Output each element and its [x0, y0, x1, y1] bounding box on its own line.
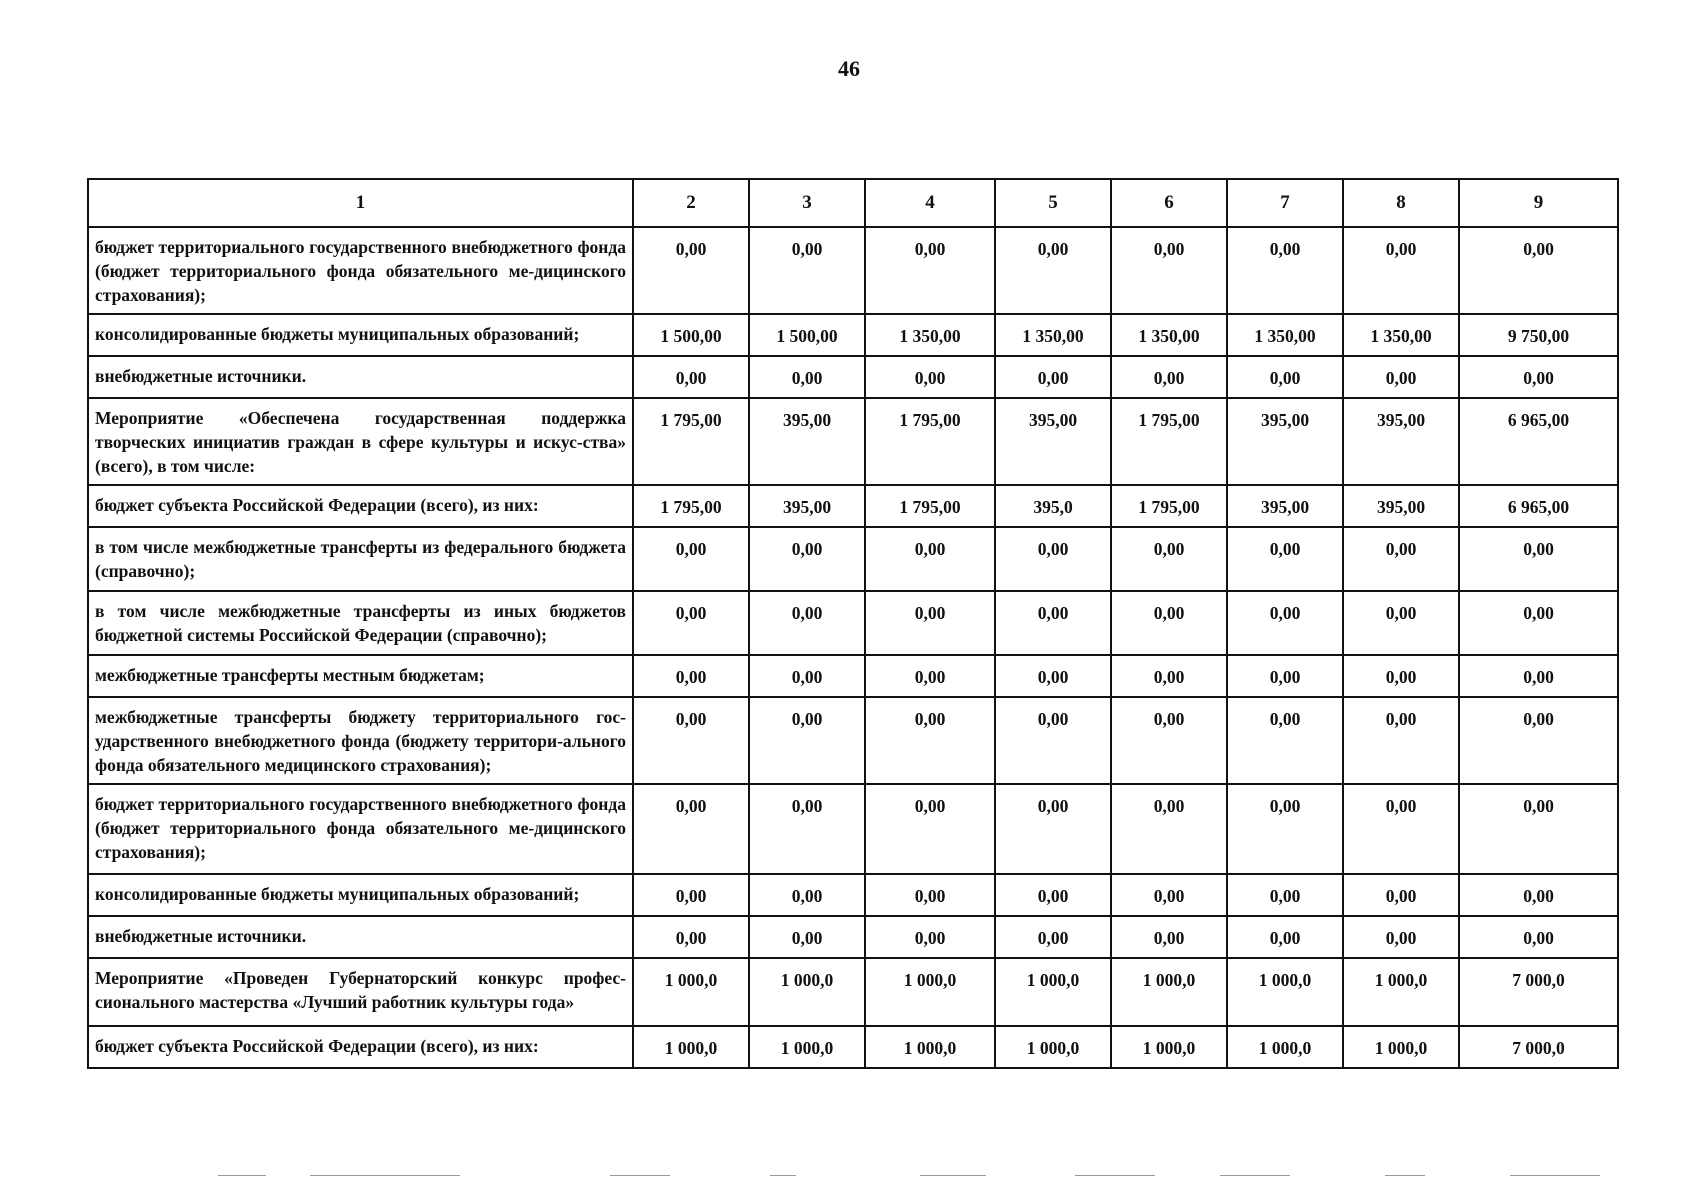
value-cell: 0,00	[865, 784, 995, 874]
row-label: консолидированные бюджеты муниципальных образований;	[88, 314, 633, 356]
value-cell: 0,00	[995, 227, 1111, 314]
header-row	[88, 179, 1618, 227]
value-cell: 395,00	[1343, 485, 1459, 527]
table-row	[88, 784, 1618, 874]
value-cell: 7 000,0	[1459, 1026, 1618, 1068]
value-cell: 0,00	[1459, 916, 1618, 958]
value-cell: 0,00	[1227, 527, 1343, 591]
value-cell: 395,00	[1227, 398, 1343, 485]
value-cell: 0,00	[1227, 227, 1343, 314]
value-cell: 0,00	[1111, 784, 1227, 874]
row-label: бюджет территориального государственного внебюджетного фонда (бюджет территориального фонда обязательного ме-дицинского страхования);	[88, 227, 633, 314]
value-cell: 0,00	[995, 655, 1111, 697]
value-cell: 0,00	[749, 227, 865, 314]
value-cell: 0,00	[749, 356, 865, 398]
value-cell: 0,00	[1111, 874, 1227, 916]
value-cell: 0,00	[995, 527, 1111, 591]
value-cell: 0,00	[1111, 916, 1227, 958]
column-header: 8	[1343, 179, 1459, 227]
value-cell: 0,00	[1459, 655, 1618, 697]
value-cell: 6 965,00	[1459, 485, 1618, 527]
value-cell: 0,00	[865, 874, 995, 916]
row-label: в том числе межбюджетные трансферты из иных бюджетов бюджетной системы Российской Федерации (справочно);	[88, 591, 633, 655]
value-cell: 0,00	[633, 697, 749, 784]
row-label: Мероприятие «Обеспечена государственная поддержка творческих инициатив граждан в сфере культуры и искус-ства» (всего), в том числе:	[88, 398, 633, 485]
value-cell: 0,00	[633, 227, 749, 314]
column-header: 6	[1111, 179, 1227, 227]
value-cell: 395,00	[1227, 485, 1343, 527]
value-cell: 0,00	[1343, 916, 1459, 958]
row-label: бюджет субъекта Российской Федерации (всего), из них:	[88, 485, 633, 527]
value-cell: 0,00	[995, 697, 1111, 784]
value-cell: 395,00	[1343, 398, 1459, 485]
value-cell: 0,00	[865, 655, 995, 697]
value-cell: 0,00	[749, 916, 865, 958]
value-cell: 1 000,0	[865, 1026, 995, 1068]
value-cell: 0,00	[749, 697, 865, 784]
value-cell: 0,00	[749, 527, 865, 591]
value-cell: 1 795,00	[1111, 398, 1227, 485]
value-cell: 0,00	[633, 655, 749, 697]
column-header: 5	[995, 179, 1111, 227]
value-cell: 0,00	[995, 591, 1111, 655]
value-cell: 0,00	[1227, 655, 1343, 697]
value-cell: 1 000,0	[1111, 1026, 1227, 1068]
value-cell: 1 795,00	[633, 485, 749, 527]
value-cell: 1 000,0	[749, 1026, 865, 1068]
value-cell: 1 000,0	[1227, 1026, 1343, 1068]
column-header: 2	[633, 179, 749, 227]
value-cell: 0,00	[1343, 784, 1459, 874]
value-cell: 1 000,0	[995, 1026, 1111, 1068]
table-row	[88, 874, 1618, 916]
budget-table	[87, 178, 1619, 1069]
row-label: бюджет территориального государственного внебюджетного фонда (бюджет территориального фонда обязательного ме-дицинского страхования);	[88, 784, 633, 874]
table-body	[88, 227, 1618, 1068]
value-cell: 395,00	[749, 398, 865, 485]
value-cell: 1 000,0	[995, 958, 1111, 1026]
value-cell: 0,00	[1111, 591, 1227, 655]
value-cell: 0,00	[865, 527, 995, 591]
table-row	[88, 398, 1618, 485]
row-label: внебюджетные источники.	[88, 916, 633, 958]
value-cell: 0,00	[1459, 591, 1618, 655]
table-row	[88, 958, 1618, 1026]
column-header: 7	[1227, 179, 1343, 227]
value-cell: 1 500,00	[749, 314, 865, 356]
row-label: в том числе межбюджетные трансферты из федерального бюджета (справочно);	[88, 527, 633, 591]
value-cell: 0,00	[749, 784, 865, 874]
value-cell: 1 000,0	[1227, 958, 1343, 1026]
column-header: 9	[1459, 179, 1618, 227]
value-cell: 0,00	[633, 916, 749, 958]
table-row	[88, 527, 1618, 591]
row-label: бюджет субъекта Российской Федерации (всего), из них:	[88, 1026, 633, 1068]
row-label: межбюджетные трансферты бюджету территориального гос-ударственного внебюджетного фонда (бюджету территори-ального фонда обязательного медицинского страхования);	[88, 697, 633, 784]
value-cell: 1 000,0	[1111, 958, 1227, 1026]
value-cell: 1 795,00	[865, 485, 995, 527]
column-header: 1	[88, 179, 633, 227]
value-cell: 0,00	[1343, 527, 1459, 591]
value-cell: 0,00	[865, 591, 995, 655]
value-cell: 395,0	[995, 485, 1111, 527]
value-cell: 395,00	[995, 398, 1111, 485]
table-row	[88, 655, 1618, 697]
value-cell: 1 000,0	[633, 1026, 749, 1068]
value-cell: 0,00	[865, 227, 995, 314]
value-cell: 0,00	[1343, 591, 1459, 655]
value-cell: 0,00	[1227, 591, 1343, 655]
value-cell: 0,00	[995, 784, 1111, 874]
value-cell: 1 000,0	[1343, 1026, 1459, 1068]
value-cell: 0,00	[1111, 227, 1227, 314]
table-row	[88, 697, 1618, 784]
value-cell: 0,00	[1227, 697, 1343, 784]
value-cell: 0,00	[995, 916, 1111, 958]
value-cell: 7 000,0	[1459, 958, 1618, 1026]
value-cell: 0,00	[749, 591, 865, 655]
table-row	[88, 1026, 1618, 1068]
value-cell: 0,00	[865, 356, 995, 398]
value-cell: 1 000,0	[633, 958, 749, 1026]
value-cell: 0,00	[1459, 527, 1618, 591]
column-header: 3	[749, 179, 865, 227]
value-cell: 0,00	[633, 527, 749, 591]
value-cell: 0,00	[995, 356, 1111, 398]
value-cell: 0,00	[1459, 227, 1618, 314]
row-label: внебюджетные источники.	[88, 356, 633, 398]
value-cell: 0,00	[865, 697, 995, 784]
value-cell: 0,00	[633, 874, 749, 916]
value-cell: 0,00	[1459, 697, 1618, 784]
row-label: межбюджетные трансферты местным бюджетам;	[88, 655, 633, 697]
value-cell: 1 795,00	[633, 398, 749, 485]
value-cell: 0,00	[1343, 655, 1459, 697]
table-row	[88, 591, 1618, 655]
table-row	[88, 314, 1618, 356]
value-cell: 0,00	[749, 874, 865, 916]
value-cell: 0,00	[749, 655, 865, 697]
table-row	[88, 227, 1618, 314]
value-cell: 6 965,00	[1459, 398, 1618, 485]
value-cell: 0,00	[1343, 356, 1459, 398]
table-row	[88, 485, 1618, 527]
value-cell: 0,00	[1111, 655, 1227, 697]
value-cell: 0,00	[1227, 356, 1343, 398]
value-cell: 0,00	[1343, 697, 1459, 784]
value-cell: 1 350,00	[995, 314, 1111, 356]
value-cell: 1 000,0	[1343, 958, 1459, 1026]
value-cell: 1 350,00	[1227, 314, 1343, 356]
value-cell: 0,00	[865, 916, 995, 958]
value-cell: 395,00	[749, 485, 865, 527]
value-cell: 0,00	[1111, 697, 1227, 784]
value-cell: 1 795,00	[1111, 485, 1227, 527]
value-cell: 0,00	[1227, 874, 1343, 916]
value-cell: 0,00	[1343, 874, 1459, 916]
value-cell: 0,00	[1343, 227, 1459, 314]
column-header: 4	[865, 179, 995, 227]
value-cell: 1 350,00	[1111, 314, 1227, 356]
table-row	[88, 356, 1618, 398]
table-row	[88, 916, 1618, 958]
value-cell: 0,00	[1459, 784, 1618, 874]
value-cell: 1 795,00	[865, 398, 995, 485]
value-cell: 1 000,0	[749, 958, 865, 1026]
value-cell: 1 350,00	[1343, 314, 1459, 356]
scan-artifact-lines	[90, 1175, 1610, 1179]
value-cell: 0,00	[633, 784, 749, 874]
value-cell: 0,00	[1111, 527, 1227, 591]
value-cell: 0,00	[1459, 356, 1618, 398]
value-cell: 0,00	[1459, 874, 1618, 916]
row-label: консолидированные бюджеты муниципальных образований;	[88, 874, 633, 916]
value-cell: 0,00	[633, 356, 749, 398]
value-cell: 1 350,00	[865, 314, 995, 356]
page-number: 46	[838, 56, 860, 81]
value-cell: 1 000,0	[865, 958, 995, 1026]
value-cell: 0,00	[633, 591, 749, 655]
value-cell: 0,00	[995, 874, 1111, 916]
value-cell: 1 500,00	[633, 314, 749, 356]
value-cell: 0,00	[1227, 784, 1343, 874]
value-cell: 9 750,00	[1459, 314, 1618, 356]
value-cell: 0,00	[1227, 916, 1343, 958]
row-label: Мероприятие «Проведен Губернаторский конкурс профес-сионального мастерства «Лучший работник культуры года»	[88, 958, 633, 1026]
value-cell: 0,00	[1111, 356, 1227, 398]
